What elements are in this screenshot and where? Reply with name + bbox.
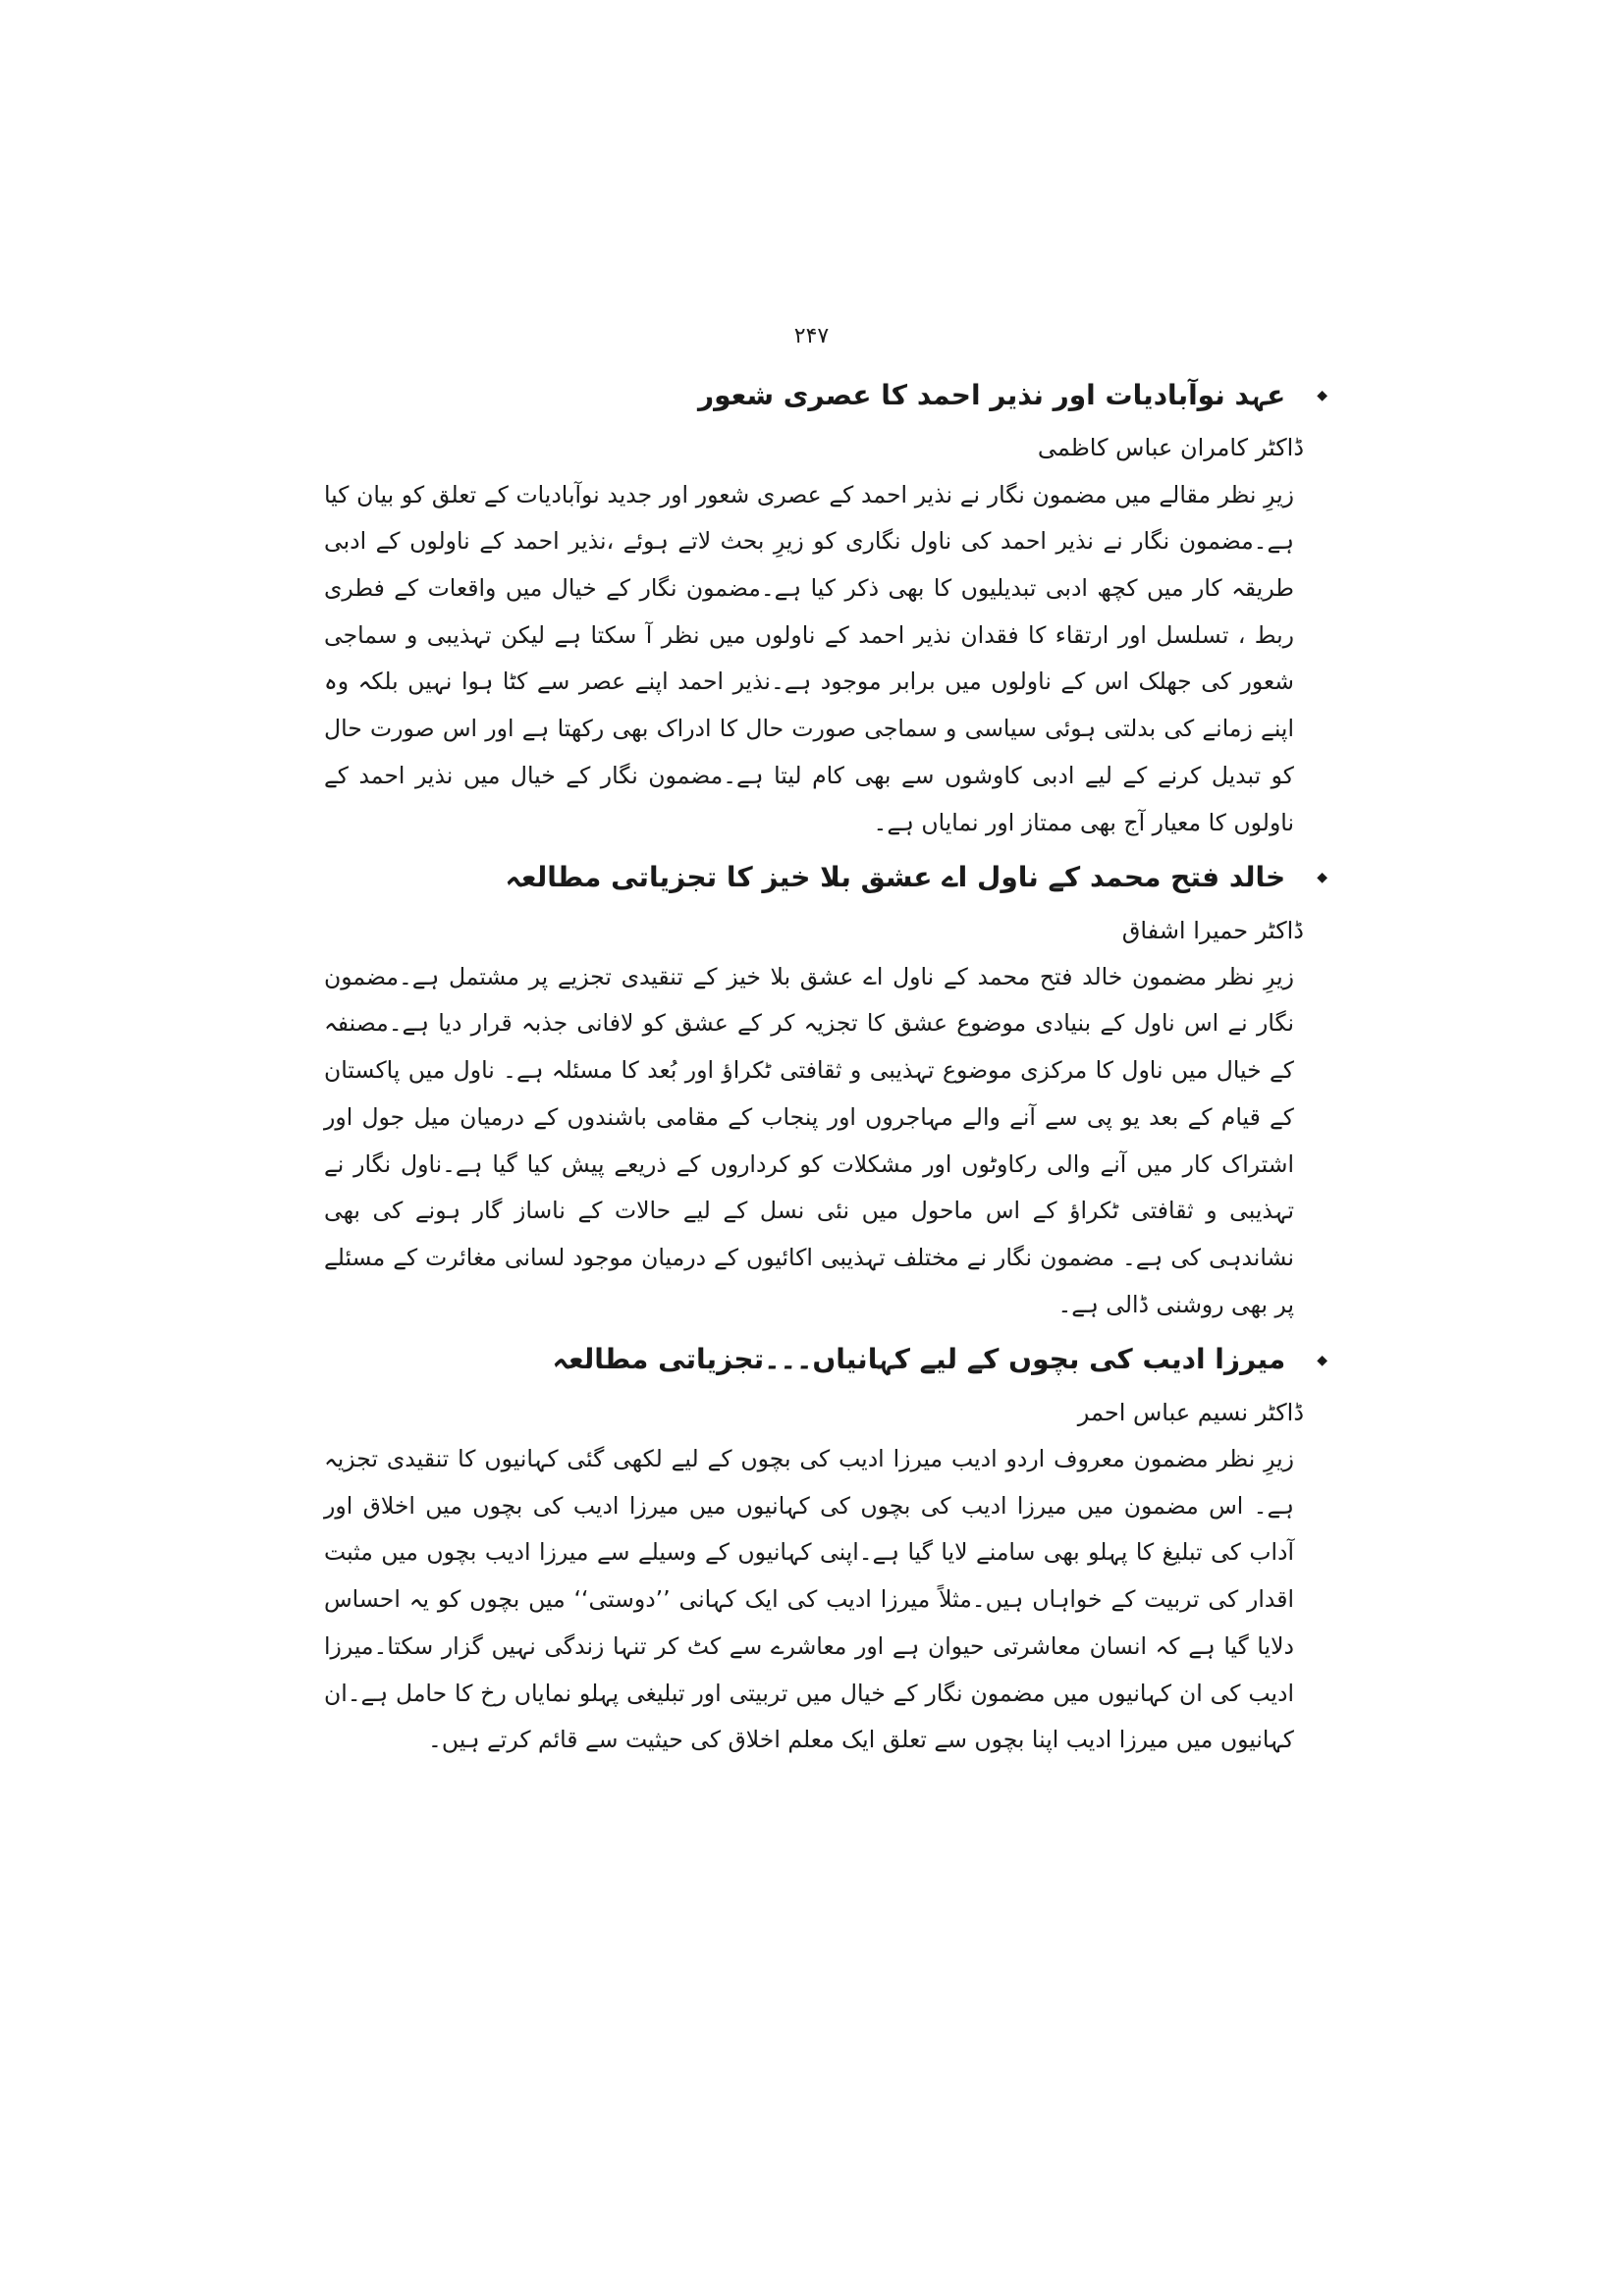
entry-body: زیرِ نظر مضمون خالد فتح محمد کے ناول اے عشق بلا خیز کے تنقیدی تجزیے پر مشتمل ہے۔مضمون نگار نے اس ناول کے بنیادی موضوع عشق کا تجزیہ کر کے عشق کو لافانی جذبہ قرار دیا ہے۔مصنفہ کے خیال میں ناول کا مرکزی موضوع تہذیبی و ثقافتی ٹکراؤ اور بُعد کا مسئلہ ہے۔ ناول میں پاکستان کے قیام کے بعد یو پی سے آنے والے مہاجروں اور پنجاب کے مقامی باشندوں کے درمیان میل جول اور اشتراک کار میں آنے والی رکاوٹوں اور مشکلات کو کرداروں کے ذریعے پیش کیا گیا ہے۔ناول نگار نے تہذیبی و ثقافتی ٹکراؤ کے اس ماحول میں نئی نسل کے لیے حالات کے ناساز گار ہونے کی بھی نشاندہی کی ہے۔ مضمون نگار نے مختلف تہذیبی اکائیوں کے درمیان موجود لسانی مغائرت کے مسئلے پر بھی روشنی ڈالی ہے۔ xyxy=(324,962,1294,1318)
entry-title: میرزا ادیب کی بچوں کے لیے کہانیاں۔۔۔تجزیاتی مطالعہ xyxy=(552,1343,1286,1376)
entry-author: ڈاکٹر کامران عباس کاظمی xyxy=(1037,434,1304,462)
entry-title: خالد فتح محمد کے ناول اے عشق بلا خیز کا تجزیاتی مطالعہ xyxy=(505,861,1286,894)
abstract-entry xyxy=(312,1342,1327,1764)
entry-heading xyxy=(312,860,1327,895)
page-number: ۲۴۷ xyxy=(793,324,830,348)
entry-heading xyxy=(312,378,1327,413)
entry-heading xyxy=(312,1342,1327,1377)
abstracts-list xyxy=(312,378,1327,1778)
bullet-icon: ◆ xyxy=(1317,388,1327,404)
abstract-entry xyxy=(312,378,1327,846)
abstract-entry xyxy=(312,860,1327,1328)
bullet-icon: ◆ xyxy=(1317,1352,1327,1368)
entry-author: ڈاکٹر حمیرا اشفاق xyxy=(1121,916,1304,944)
entry-author: ڈاکٹر نسیم عباس احمر xyxy=(1077,1398,1304,1426)
entry-body: زیرِ نظر مضمون معروف اردو ادیب میرزا ادیب کی بچوں کے لیے لکھی گئی کہانیوں کا تنقیدی تجزیہ ہے۔ اس مضمون میں میرزا ادیب کی بچوں کی کہانیوں میں میرزا ادیب کی بچوں میں اخلاق اور آداب کی تبلیغ کا پہلو بھی سامنے لایا گیا ہے۔اپنی کہانیوں کے وسیلے سے میرزا ادیب بچوں میں مثبت اقدار کی تربیت کے خواہاں ہیں۔مثلاً میرزا ادیب کی ایک کہانی ’’دوستی‘‘ میں بچوں کو یہ احساس دلایا گیا ہے کہ انسان معاشرتی حیوان ہے اور معاشرے سے کٹ کر تنہا زندگی نہیں گزار سکتا۔میرزا ادیب کی ان کہانیوں میں مضمون نگار کے خیال میں تربیتی اور تبلیغی پہلو نمایاں رخ کا حامل ہے۔ان کہانیوں میں میرزا ادیب اپنا بچوں سے تعلق ایک معلم اخلاق کی حیثیت سے قائم کرتے ہیں۔ xyxy=(324,1444,1294,1754)
entry-body: زیرِ نظر مقالے میں مضمون نگار نے نذیر احمد کے عصری شعور اور جدید نوآبادیات کے تعلق کو بیان کیا ہے۔مضمون نگار نے نذیر احمد کی ناول نگاری کو زیرِ بحث لاتے ہوئے ،نذیر احمد کے ناولوں کے ادبی طریقہ کار میں کچھ ادبی تبدیلیوں کا بھی ذکر کیا ہے۔مضمون نگار کے خیال میں واقعات کے فطری ربط ، تسلسل اور ارتقاء کا فقدان نذیر احمد کے ناولوں میں نظر آ سکتا ہے لیکن تہذیبی و سماجی شعور کی جھلک اس کے ناولوں میں برابر موجود ہے۔نذیر احمد اپنے عصر سے کٹا ہوا نہیں بلکہ وہ اپنے زمانے کی بدلتی ہوئی سیاسی و سماجی صورت حال کا ادراک بھی رکھتا ہے اور اس صورت حال کو تبدیل کرنے کے لیے ادبی کاوشوں سے بھی کام لیتا ہے۔مضمون نگار کے خیال میں نذیر احمد کے ناولوں کا معیار آج بھی ممتاز اور نمایاں ہے۔ xyxy=(324,480,1294,836)
bullet-icon: ◆ xyxy=(1317,870,1327,886)
entry-title: عہد نوآبادیات اور نذیر احمد کا عصری شعور xyxy=(697,379,1286,411)
